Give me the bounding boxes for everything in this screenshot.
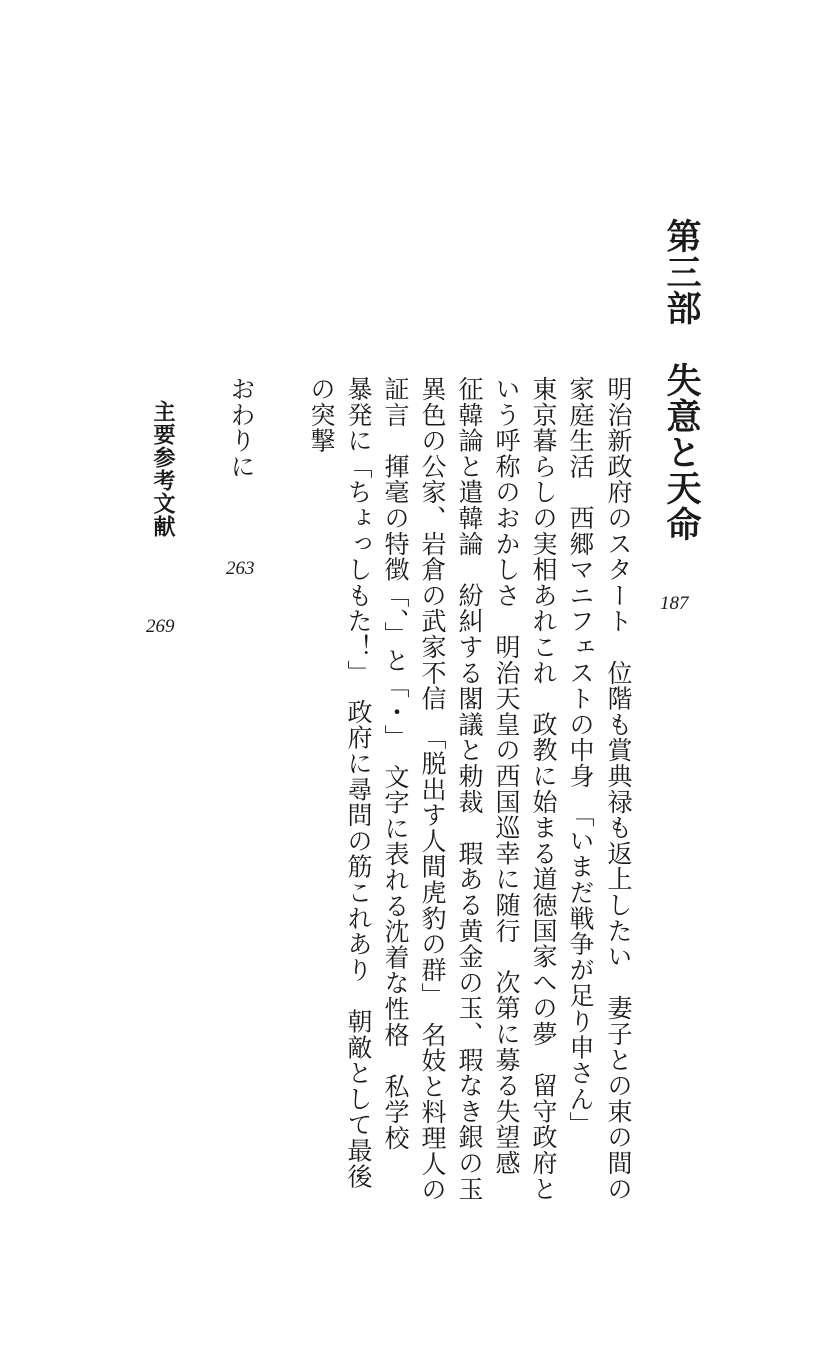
part-body-line-8: 暴発に「ちょっしもた！」 政府に尋問の筋これあり 朝敵として最後 <box>344 376 373 1190</box>
part-page-number: 187 <box>660 593 689 614</box>
part-body-line-3: 東京暮らしの実相あれこれ 政教に始まる道徳国家への夢 留守政府と <box>529 376 558 1202</box>
references-title: 主要参考文献 <box>150 400 175 538</box>
part-body-line-9: の突撃 <box>307 376 336 454</box>
part-title: 第三部 失意と天命 <box>661 218 701 542</box>
references-page-number: 269 <box>146 616 175 637</box>
part-body-line-7: 証言 揮毫の特徴「、」と「・」 文字に表れる沈着な性格 私学校 <box>381 376 410 1151</box>
part-body-line-5: 征韓論と遣韓論 紛糾する閣議と勅裁 瑕ある黄金の玉、瑕なき銀の玉 <box>455 376 484 1202</box>
afterword-title: おわりに <box>227 376 256 480</box>
part-body-line-1: 明治新政府のスタート 位階も賞典禄も返上したい 妻子との束の間の <box>604 376 633 1202</box>
part-body-line-6: 異色の公家、岩倉の武家不信 「脱出す人間虎豹の群」 名妓と料理人の <box>418 376 447 1203</box>
part-body-line-4: いう呼称のおかしさ 明治天皇の西国巡幸に随行 次第に募る失望感 <box>492 376 521 1176</box>
afterword-page-number: 263 <box>226 558 255 579</box>
part-body-line-2: 家庭生活 西郷マニフェストの中身 「いまだ戦争が足り申さん」 <box>566 376 595 1138</box>
